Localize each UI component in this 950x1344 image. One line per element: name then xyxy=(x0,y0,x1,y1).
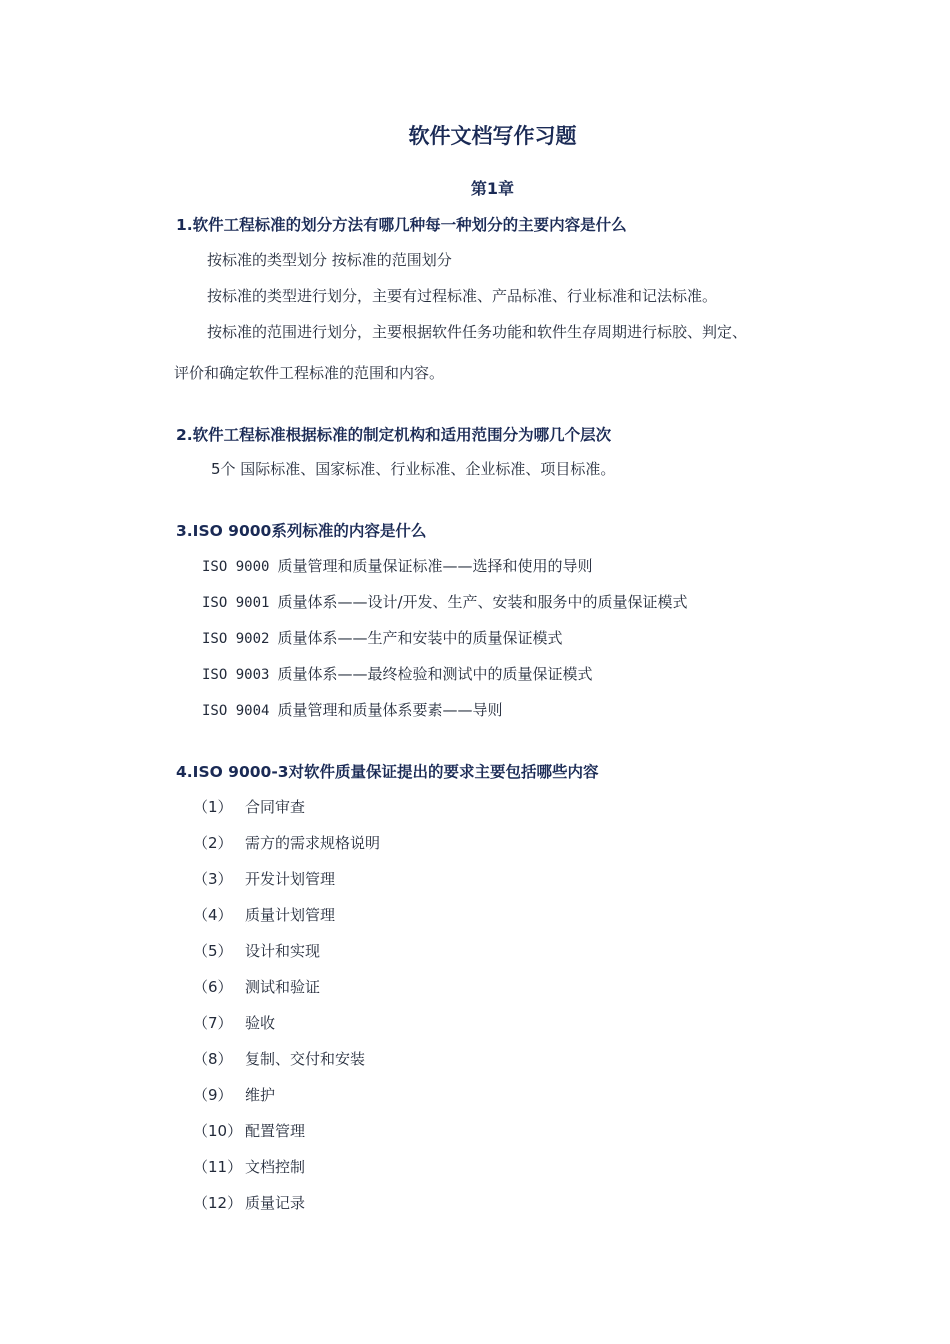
list-number: （2） xyxy=(193,834,233,852)
iso-description: 质量体系——设计/开发、生产、安装和服务中的质量保证模式 xyxy=(277,593,688,611)
list-text: 质量计划管理 xyxy=(245,906,336,924)
question-2: 2.软件工程标准根据标准的制定机构和适用范围分为哪几个层次 xyxy=(176,426,612,444)
list-number: （9） xyxy=(193,1086,233,1104)
q2-answer: 5个 国际标准、国家标准、行业标准、企业标准、项目标准。 xyxy=(211,460,616,478)
list-number: （3） xyxy=(193,870,233,888)
list-text: 验收 xyxy=(245,1014,276,1032)
list-text: 需方的需求规格说明 xyxy=(245,834,381,852)
iso-code: ISO 9004 xyxy=(202,703,270,719)
iso-description: 质量体系——生产和安装中的质量保证模式 xyxy=(277,629,563,647)
question-3: 3.ISO 9000系列标准的内容是什么 xyxy=(176,522,427,540)
list-item xyxy=(193,1048,365,1069)
iso-description: 质量管理和质量体系要素——导则 xyxy=(277,701,503,719)
list-number: （1） xyxy=(193,798,233,816)
q1-answer-line: 按标准的范围进行划分，主要根据软件任务功能和软件生存周期进行标胶、判定、 xyxy=(207,323,748,341)
list-item xyxy=(193,940,320,961)
list-number: （5） xyxy=(193,942,233,960)
iso-code: ISO 9001 xyxy=(202,595,270,611)
list-text: 开发计划管理 xyxy=(245,870,336,888)
iso-standard-item xyxy=(202,555,592,576)
list-item xyxy=(193,1192,305,1213)
question-1: 1.软件工程标准的划分方法有哪几种每一种划分的主要内容是什么 xyxy=(176,216,627,234)
list-text: 复制、交付和安装 xyxy=(245,1050,366,1068)
list-item xyxy=(193,1012,275,1033)
list-number: （12） xyxy=(193,1194,243,1212)
q1-answer-line: 按标准的类型划分 按标准的范围划分 xyxy=(207,251,452,269)
iso-description: 质量体系——最终检验和测试中的质量保证模式 xyxy=(277,665,593,683)
iso-standard-item xyxy=(202,627,562,648)
list-item xyxy=(193,904,335,925)
list-item xyxy=(193,976,320,997)
iso-code: ISO 9002 xyxy=(202,631,270,647)
iso-code: ISO 9003 xyxy=(202,667,270,683)
list-text: 配置管理 xyxy=(245,1122,306,1140)
list-item xyxy=(193,1120,305,1141)
list-number: （10） xyxy=(193,1122,243,1140)
list-item xyxy=(193,1084,275,1105)
list-number: （6） xyxy=(193,978,233,996)
list-text: 合同审查 xyxy=(245,798,306,816)
document-title: 软件文档写作习题 xyxy=(408,124,577,148)
list-text: 设计和实现 xyxy=(245,942,321,960)
list-item xyxy=(193,868,335,889)
iso-code: ISO 9000 xyxy=(202,559,270,575)
list-number: （8） xyxy=(193,1050,233,1068)
list-text: 维护 xyxy=(245,1086,276,1104)
q1-answer-line: 评价和确定软件工程标准的范围和内容。 xyxy=(174,364,445,382)
list-number: （11） xyxy=(193,1158,243,1176)
iso-description: 质量管理和质量保证标准——选择和使用的导则 xyxy=(277,557,593,575)
question-4: 4.ISO 9000-3对软件质量保证提出的要求主要包括哪些内容 xyxy=(176,763,599,781)
list-number: （7） xyxy=(193,1014,233,1032)
iso-standard-item xyxy=(202,663,592,684)
list-text: 测试和验证 xyxy=(245,978,321,996)
list-text: 质量记录 xyxy=(245,1194,306,1212)
chapter-heading: 第1章 xyxy=(470,179,515,198)
iso-standard-item xyxy=(202,591,688,612)
list-item xyxy=(193,832,380,853)
list-item xyxy=(193,1156,305,1177)
q1-answer-line: 按标准的类型进行划分，主要有过程标准、产品标准、行业标准和记法标准。 xyxy=(207,287,718,305)
iso-standard-item xyxy=(202,699,502,720)
list-item xyxy=(193,796,305,817)
list-number: （4） xyxy=(193,906,233,924)
list-text: 文档控制 xyxy=(245,1158,306,1176)
